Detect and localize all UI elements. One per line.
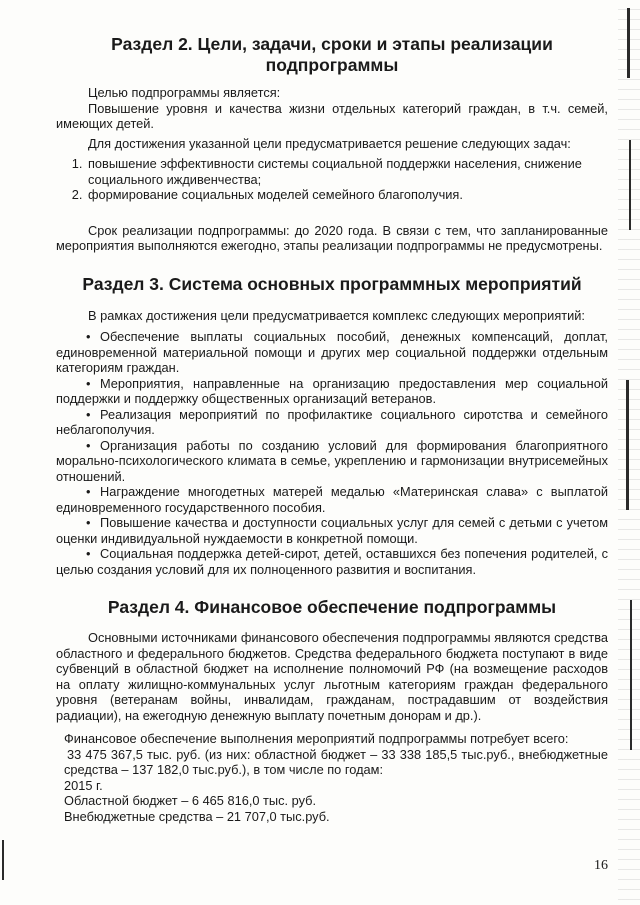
bullet-icon: •	[86, 329, 91, 344]
list-item	[56, 376, 608, 407]
extra-budget-line: Внебюджетные средства – 21 707,0 тыс.руб.	[64, 808, 330, 824]
list-item	[56, 515, 608, 546]
total-amount: 33 475 367,5 тыс. руб. (из них: областной бюджет – 33 338 185,5 тыс.руб., внебюджетные средства – 137 182,0 тыс.руб.), в том числе по годам:	[64, 746, 608, 777]
funding-summary	[56, 731, 608, 824]
bullet-icon: •	[86, 484, 91, 499]
measure-text: Реализация мероприятий по профилактике социального сиротства и семейного неблагополучия.	[56, 406, 608, 437]
regional-budget-line: Областной бюджет – 6 465 816,0 тыс. руб.	[64, 793, 317, 808]
total-intro: Финансовое обеспечение выполнения мероприятий подпрограммы потребует всего:	[64, 731, 569, 746]
section3-title: Раздел 3. Система основных программных мероприятий	[82, 273, 582, 294]
scan-edge-artifact	[618, 0, 640, 905]
document-body	[56, 34, 608, 824]
list-item	[56, 438, 608, 485]
measure-text: Награждение многодетных матерей медалью «Материнская слава» с выплатой единовременного государственного пособия.	[56, 484, 608, 515]
scan-mark	[626, 380, 629, 510]
page-number: 16	[594, 858, 608, 873]
scan-mark	[627, 8, 630, 78]
bullet-icon: •	[86, 437, 91, 453]
list-item	[56, 329, 608, 376]
goal-text: Повышение уровня и качества жизни отдельных категорий граждан, в т.ч. семей, имеющих детей.	[56, 100, 608, 131]
term-text: Срок реализации подпрограммы: до 2020 года. В связи с тем, что запланированные мероприятия выполняются ежегодно, этапы реализации подпрограммы не предусмотрены.	[56, 222, 608, 253]
task-item: 2. формирование социальных моделей семейного благополучия.	[86, 187, 608, 203]
section2-title: Раздел 2. Цели, задачи, сроки и этапы реализации подпрограммы	[111, 34, 553, 75]
bullet-icon: •	[86, 406, 91, 422]
measures-list	[56, 329, 608, 577]
goal-intro: Целью подпрограммы является:	[88, 85, 281, 100]
list-item	[56, 546, 608, 577]
task-item: 1. повышение эффективности системы социальной поддержки населения, снижение социального иждивенчества;	[86, 156, 608, 187]
scan-mark	[2, 840, 4, 880]
measure-text: Мероприятия, направленные на организацию предоставления мер социальной поддержки и поддержку общественных организаций ветеранов.	[56, 375, 608, 406]
scan-mark	[630, 600, 632, 750]
funding-year: 2015 г.	[64, 777, 103, 793]
funding-sources-text: Основными источниками финансового обеспечения подпрограммы являются средства областного и федерального бюджетов. Средства федерального бюджета поступают в виде субвенций в областной бюджет на исполнение полномочий РФ (на возмещение расходов на оплату жилищно-коммунальных услуг льготным категориям граждан федерального уровня (ветеранам войны, инвалидам, гражданам, пострадавшим от воздействия радиации), на ежегодную денежную выплату почетным донорам и др.).	[56, 630, 608, 723]
bullet-icon: •	[86, 375, 91, 391]
measure-text: Социальная поддержка детей-сирот, детей, оставшихся без попечения родителей, с целью создания условий для их полноценного развития и воспитания.	[56, 546, 608, 577]
list-item	[56, 484, 608, 515]
section4-title: Раздел 4. Финансовое обеспечение подпрограммы	[107, 597, 557, 617]
tasks-intro: Для достижения указанной цели предусматривается решение следующих задач:	[88, 135, 571, 151]
bullet-icon: •	[86, 515, 91, 530]
measures-intro: В рамках достижения цели предусматривается комплекс следующих мероприятий:	[88, 307, 585, 323]
measure-text: Повышение качества и доступности социальных услуг для семей с детьми с учетом оценки индивидуальной нуждаемости в конкретной помощи.	[56, 515, 608, 546]
measure-text: Обеспечение выплаты социальных пособий, денежных компенсаций, доплат, единовременной материальной помощи и других мер социальной поддержки отдельным категориям граждан.	[56, 329, 608, 375]
measure-text: Организация работы по созданию условий для формирования благоприятного морально-психологического климата в семье, укреплению и гармонизации внутрисемейных отношений.	[56, 437, 608, 484]
tasks-list	[56, 156, 608, 203]
bullet-icon: •	[86, 546, 91, 561]
scan-mark	[629, 140, 631, 230]
list-item	[56, 407, 608, 438]
